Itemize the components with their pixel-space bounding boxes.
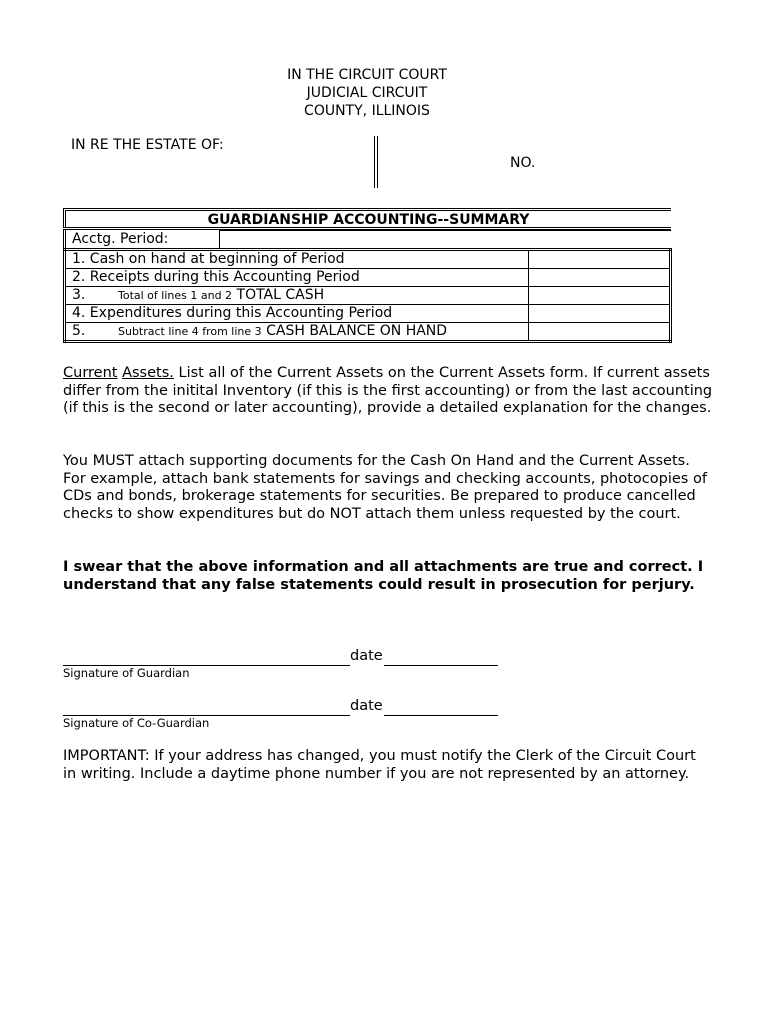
co-guardian-date-label: date bbox=[350, 698, 383, 714]
table-row bbox=[65, 269, 671, 287]
line-5-instruction: Subtract line 4 from line 3 bbox=[118, 325, 262, 338]
line-4-amount-field[interactable] bbox=[529, 305, 671, 323]
important-notice: IMPORTANT: If your address has changed, you must notify the Clerk of the Circuit Court in writing. Include a daytime phone number if you are not represented by an attorney. bbox=[63, 748, 696, 782]
table-row bbox=[65, 323, 671, 342]
guardian-signature-label: Signature of Guardian bbox=[63, 666, 190, 680]
county-state: COUNTY, ILLINOIS bbox=[304, 103, 430, 119]
court-name: IN THE CIRCUIT COURT bbox=[287, 67, 447, 83]
line-1-label: 1. Cash on hand at beginning of Period bbox=[65, 250, 529, 269]
line-5-cell bbox=[65, 323, 529, 342]
attach-documents-paragraph: You MUST attach supporting documents for the Cash On Hand and the Current Assets. For example, attach bank statements for savings and checking accounts, photocopies of CDs and bonds, brokerage statements for securities. Be prepared to produce cancelled checks to show expenditures but do NOT attach them unless requested by the court. bbox=[63, 453, 707, 522]
estate-of-label: IN RE THE ESTATE OF: bbox=[71, 137, 224, 153]
current-assets-paragraph bbox=[63, 365, 713, 418]
line-5-label: CASH BALANCE ON HAND bbox=[266, 323, 448, 339]
summary-lines-table bbox=[63, 248, 672, 343]
line-3-label: TOTAL CASH bbox=[236, 287, 325, 303]
accounting-period-field[interactable] bbox=[219, 230, 671, 249]
line-2-label: 2. Receipts during this Accounting Period bbox=[65, 269, 529, 287]
caption-divider-left bbox=[374, 136, 375, 188]
accounting-period-row bbox=[63, 230, 671, 249]
current-assets-body: List all of the Current Assets on the Current Assets form. If current assets differ from the initital Inventory (if this is the first accounting) or from the last accounting (if this is the second or later accounting), provide a detailed explanation for the changes. bbox=[63, 365, 713, 417]
line-3-instruction: Total of lines 1 and 2 bbox=[118, 289, 233, 302]
case-number-label: NO. bbox=[510, 155, 536, 171]
table-row bbox=[65, 305, 671, 323]
co-guardian-date-line[interactable] bbox=[384, 715, 498, 716]
current-assets-heading-1: Current bbox=[63, 365, 118, 381]
oath-statement: I swear that the above information and all attachments are true and correct. I understand that any false statements could result in prosecution for perjury. bbox=[63, 559, 704, 593]
guardian-date-label: date bbox=[350, 648, 383, 664]
line-3-number: 3. bbox=[72, 287, 86, 303]
table-row bbox=[65, 250, 671, 269]
current-assets-heading-2: Assets. bbox=[122, 365, 174, 381]
accounting-period-label: Acctg. Period: bbox=[72, 231, 169, 247]
co-guardian-signature-label: Signature of Co-Guardian bbox=[63, 716, 210, 730]
line-1-amount-field[interactable] bbox=[529, 250, 671, 269]
line-4-label: 4. Expenditures during this Accounting Period bbox=[65, 305, 529, 323]
line-5-number: 5. bbox=[72, 323, 86, 339]
table-row bbox=[65, 287, 671, 305]
line-3-amount-field[interactable] bbox=[529, 287, 671, 305]
line-3-cell bbox=[65, 287, 529, 305]
line-2-amount-field[interactable] bbox=[529, 269, 671, 287]
guardian-date-line[interactable] bbox=[384, 665, 498, 666]
judicial-circuit: JUDICIAL CIRCUIT bbox=[306, 85, 428, 101]
line-5-amount-field[interactable] bbox=[529, 323, 671, 342]
caption-divider-right bbox=[377, 136, 378, 188]
summary-title: GUARDIANSHIP ACCOUNTING--SUMMARY bbox=[63, 208, 671, 227]
